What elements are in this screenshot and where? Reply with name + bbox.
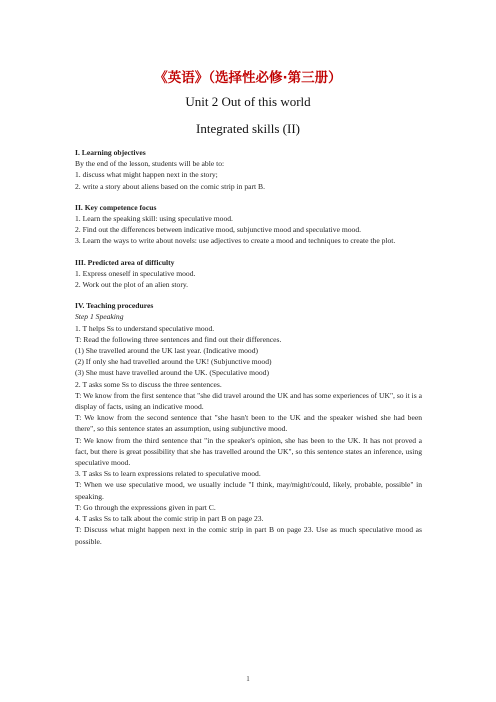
competence-item: 1. Learn the speaking skill: using speculative mood.	[75, 214, 233, 224]
objectives-intro: By the end of the lesson, students will be able to:	[75, 159, 225, 169]
competence-item: 2. Find out the differences between indicative mood, subjunctive mood and speculative mood.	[75, 225, 362, 235]
document-body	[75, 147, 422, 547]
procedure-line: T: We know from the first sentence that "she did travel around the UK and has some experiences of UK", so it is a display of facts, using an indicative mood.	[75, 390, 422, 412]
procedure-line: 2. T asks some Ss to discuss the three sentences.	[75, 379, 222, 389]
procedure-line: T: Read the following three sentences and find out their differences.	[75, 334, 282, 344]
objective-item: 1. discuss what might happen next in the story;	[75, 170, 218, 180]
procedure-line: 3. T asks Ss to learn expressions related to speculative mood.	[75, 469, 261, 479]
procedure-line: 1. T helps Ss to understand speculative mood.	[75, 323, 215, 333]
difficulty-item: 2. Work out the plot of an alien story.	[75, 280, 189, 290]
difficulty-item: 1. Express oneself in speculative mood.	[75, 268, 196, 278]
objective-item: 2. write a story about aliens based on the comic strip in part B.	[75, 181, 266, 191]
page-number: 1	[246, 675, 250, 683]
procedure-line: (2) If only she had travelled around the UK! (Subjunctive mood)	[75, 357, 272, 367]
section-heading-competence: II. Key competence focus	[75, 202, 157, 212]
book-title: 《英语》（选择性必修·第三册）	[154, 70, 342, 86]
procedure-line: (1) She travelled around the UK last year. (Indicative mood)	[75, 346, 259, 356]
procedure-line: 4. T asks Ss to talk about the comic strip in part B on page 23.	[75, 514, 264, 524]
procedure-line: T: Discuss what might happen next in the comic strip in part B on page 23. Use as much speculative mood as possible.	[75, 525, 422, 546]
competence-item: 3. Learn the ways to write about novels: use adjectives to create a mood and techniques to create the plot.	[75, 236, 396, 246]
section-heading-difficulty: III. Predicted area of difficulty	[75, 257, 175, 267]
step-label: Step 1 Speaking	[75, 312, 124, 322]
procedure-line: T: When we use speculative mood, we usually include "I think, may/might/could, likely, probable, possible" in speaking.	[75, 480, 422, 501]
procedure-line: (3) She must have travelled around the UK. (Speculative mood)	[75, 368, 270, 378]
procedure-line: T: We know from the third sentence that "in the speaker's opinion, she has been to the UK. It has not proved a fact, but there is great possibility that she has travelled around the UK", so this sentence states an inference, using speculative mood.	[75, 435, 422, 468]
section-heading-procedures: IV. Teaching procedures	[75, 301, 154, 311]
lesson-title: Integrated skills (II)	[196, 121, 300, 136]
unit-title: Unit 2 Out of this world	[185, 94, 311, 109]
procedure-line: T: We know from the second sentence that "she hasn't been to the UK and the speaker wished she had been there", so this sentence states an assumption, using subjunctive mood.	[75, 413, 422, 434]
procedure-line: T: Go through the expressions given in part C.	[75, 502, 216, 512]
section-heading-objectives: I. Learning objectives	[75, 148, 146, 157]
